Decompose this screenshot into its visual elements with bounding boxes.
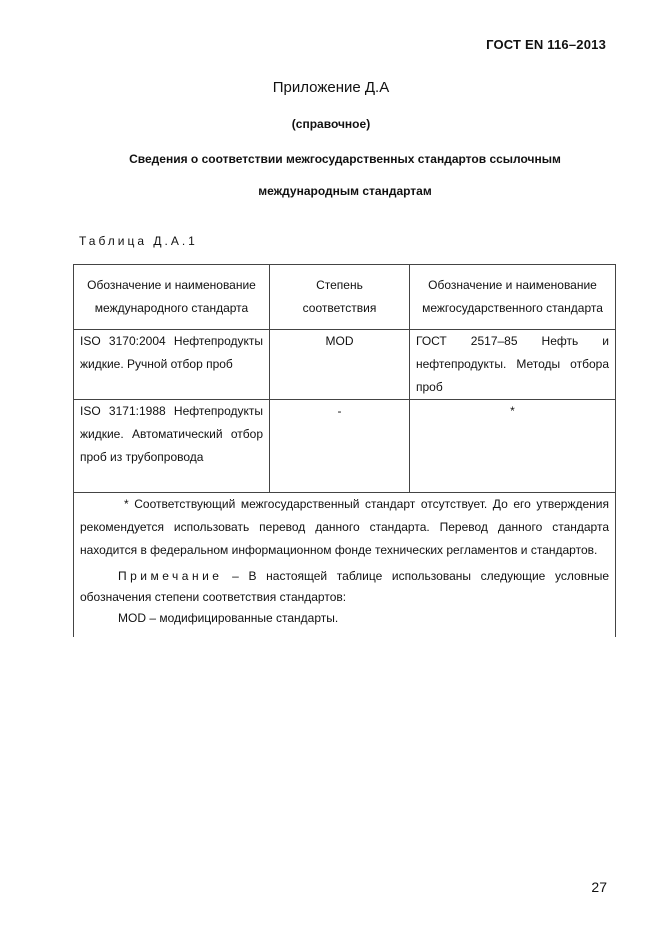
cell-international-standard: ISO 3170:2004 Нефтепродукты жидкие. Ручной отбор проб [74,330,270,400]
cell-degree: - [270,400,410,493]
note [80,566,609,608]
table-notes [74,493,616,638]
column-header-international: Обозначение и наименование международного стандарта [74,265,270,330]
cell-degree: MOD [270,330,410,400]
appendix-title: Приложение Д.А [272,79,390,96]
note-text: – В настоящей таблице использованы следующие условные обозначения степени соответствия стандартов: [80,569,609,604]
appendix-heading: Сведения о соответствии межгосударственных стандартов ссылочным международным стандартам [129,152,561,198]
footnote: * Соответствующий межгосударственный стандарт отсутствует. До его утверждения рекомендуется использовать перевод данного стандарта. Перевод данного стандарта находится в федеральном информационном фонде технических регламентов и стандартов. [80,497,609,557]
cell-interstate-standard: * [410,400,616,493]
table-row [74,400,616,493]
appendix-type: (справочное) [291,117,371,131]
table-caption: Таблица Д.А.1 [79,234,198,248]
cell-interstate-standard: ГОСТ 2517–85 Нефть и нефтепродукты. Методы отбора проб [410,330,616,400]
table-header-row [74,265,616,330]
correspondence-table [73,264,616,637]
note-mod-definition: MOD – модифицированные стандарты. [118,611,339,625]
page-number: 27 [591,879,607,895]
note-label: Примечание [118,569,223,583]
column-header-degree: Степень соответствия [270,265,410,330]
column-header-interstate: Обозначение и наименование межгосударственного стандарта [410,265,616,330]
standard-code: ГОСТ EN 116–2013 [486,37,606,52]
cell-international-standard: ISO 3171:1988 Нефтепродукты жидкие. Автоматический отбор проб из трубопровода [74,400,270,493]
table-row [74,330,616,400]
table-notes-row [74,493,616,638]
